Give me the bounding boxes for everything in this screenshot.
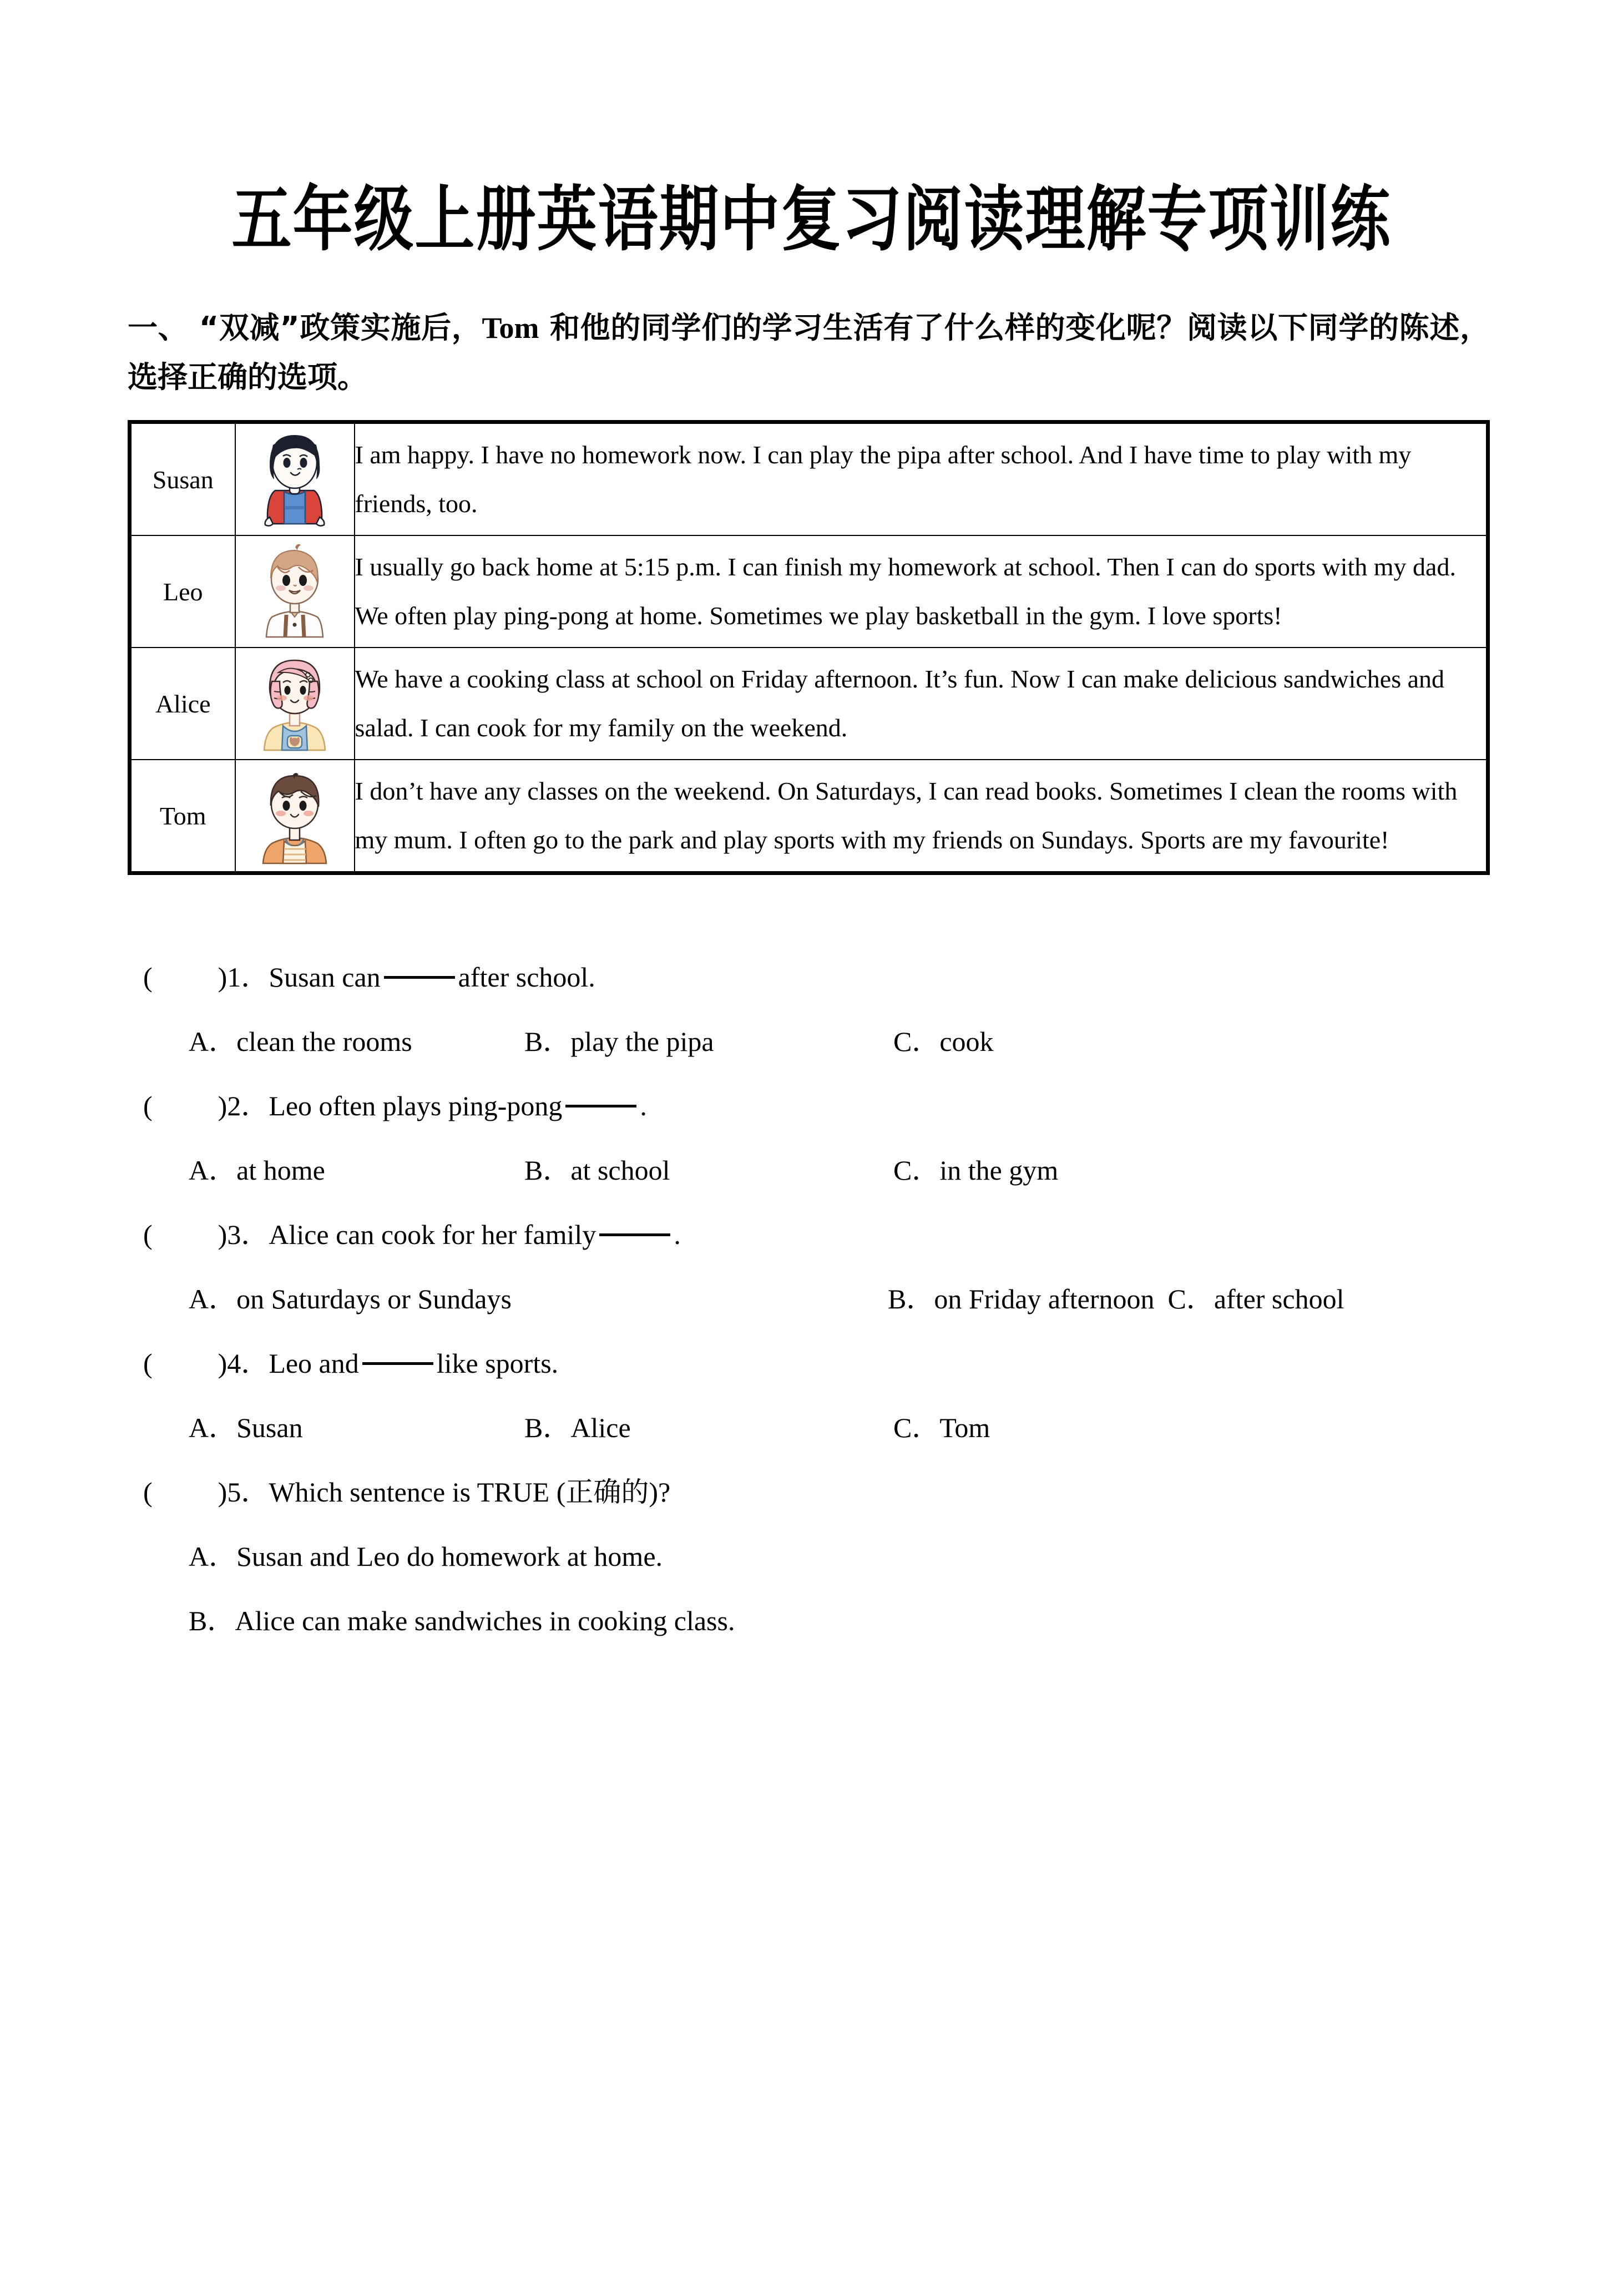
option-c-text: in the gym (939, 1155, 1059, 1186)
option-c-text: Tom (939, 1412, 990, 1444)
option-b-label: B． (524, 1412, 571, 1444)
option-c-label: C． (1167, 1283, 1214, 1315)
question-4-options (128, 1395, 1495, 1460)
answer-paren-open: ( (143, 1348, 153, 1379)
option-a[interactable] (189, 1156, 524, 1184)
student-name-cell: Alice (130, 648, 235, 760)
option-c-label: C． (893, 1155, 940, 1186)
table-row (130, 760, 1488, 873)
option-b-text: Alice can make sandwiches in cooking class. (235, 1605, 735, 1637)
question-1-stem (128, 945, 1495, 1009)
option-a-text: on Saturdays or Sundays (236, 1283, 512, 1315)
question-stem-after: . (674, 1219, 681, 1251)
instruction-text-part1: 一、 “双减”政策实施后， (128, 310, 482, 346)
option-b[interactable] (524, 1026, 893, 1058)
question-5-option-b-row (128, 1589, 1495, 1653)
option-c[interactable] (893, 1156, 1058, 1184)
boy-dark-brown-hair-striped-avatar (253, 760, 336, 871)
question-stem-after: . (640, 1090, 647, 1122)
option-c[interactable] (893, 1414, 990, 1442)
option-b-label: B． (888, 1283, 934, 1315)
question-5-stem (128, 1460, 1495, 1524)
option-c-label: C． (893, 1026, 940, 1058)
question-2-options (128, 1138, 1495, 1202)
question-stem-before: Alice can cook for her family (269, 1219, 596, 1251)
questions-list (128, 945, 1495, 1653)
option-a-label: A． (189, 1026, 237, 1058)
answer-paren-close: ) (218, 1219, 227, 1251)
option-b[interactable] (524, 1414, 893, 1442)
answer-paren-open: ( (143, 1476, 153, 1508)
question-stem-before: Susan can (269, 962, 381, 993)
fill-in-blank (565, 1105, 636, 1107)
option-a-text: clean the rooms (236, 1026, 412, 1058)
question-5-option-a-row (128, 1524, 1495, 1589)
option-c[interactable] (893, 1026, 994, 1058)
option-c-text: after school (1214, 1283, 1344, 1315)
question-stem-after: after school. (458, 962, 595, 993)
student-name-cell: Tom (130, 760, 235, 873)
table-row (130, 422, 1488, 536)
question-stem-before: Leo often plays ping-pong (269, 1090, 563, 1122)
instruction-name-tom: Tom (482, 311, 539, 345)
option-a-label: A． (189, 1155, 237, 1186)
fill-in-blank (362, 1362, 433, 1365)
student-statement: We have a cooking class at school on Friday afternoon. It’s fun. Now I can make delicious sandwiches and salad. I can cook for my family on the weekend. (355, 648, 1488, 760)
student-statement: I don’t have any classes on the weekend. On Saturdays, I can read books. Sometimes I clean the rooms with my mum. I often go to the park and play sports with my friends on Sundays. Sports are my favourite! (355, 760, 1488, 873)
option-c-text: cook (939, 1026, 994, 1058)
question-3-options (128, 1267, 1495, 1331)
reading-passage-table (128, 420, 1490, 875)
answer-paren-open: ( (143, 962, 153, 993)
girl-black-bob-avatar (253, 424, 336, 535)
question-3-stem (128, 1202, 1495, 1267)
question-number: 2． (227, 1090, 269, 1122)
student-avatar-cell (235, 422, 355, 536)
option-a[interactable] (189, 1026, 524, 1058)
answer-paren-close: ) (218, 962, 227, 993)
answer-paren-close: ) (218, 1090, 227, 1122)
question-stem-before: Leo and (269, 1348, 359, 1379)
option-b-label: B． (524, 1026, 571, 1058)
answer-paren-open: ( (143, 1219, 153, 1251)
question-number: 1． (227, 962, 269, 993)
option-a-text: Susan and Leo do homework at home. (236, 1541, 663, 1572)
section-instruction (128, 304, 1490, 401)
table-row (130, 535, 1488, 648)
option-b[interactable] (524, 1156, 893, 1184)
student-name-cell: Leo (130, 535, 235, 648)
option-b[interactable] (888, 1285, 1154, 1313)
student-avatar-cell (235, 760, 355, 873)
question-number: 5． (227, 1476, 269, 1508)
option-a-text: at home (236, 1155, 325, 1186)
instruction-text-line2: 学的陈述，选择正确的选项。 (128, 310, 1490, 395)
option-a-label: A． (189, 1541, 237, 1572)
student-statement: I am happy. I have no homework now. I can play the pipa after school. And I have time to play with my friends, too. (355, 422, 1488, 536)
option-b-text: play the pipa (570, 1026, 714, 1058)
girl-pink-braids-apron-avatar (253, 648, 336, 759)
question-stem-after: like sports. (436, 1348, 559, 1379)
fill-in-blank (384, 976, 455, 979)
question-stem-before: Which sentence is TRUE (正确的)? (269, 1476, 671, 1508)
option-b-label: B． (524, 1155, 571, 1186)
answer-paren-close: ) (218, 1476, 227, 1508)
fill-in-blank (599, 1233, 670, 1236)
option-b-text: Alice (570, 1412, 631, 1444)
option-a[interactable] (189, 1285, 888, 1313)
table-row (130, 648, 1488, 760)
answer-paren-close: ) (218, 1348, 227, 1379)
option-a-label: A． (189, 1283, 237, 1315)
question-4-stem (128, 1331, 1495, 1395)
question-number: 3． (227, 1219, 269, 1251)
instruction-text-part2: 和他的同学们的学习生活有了什么样的变化呢？阅读以下同 (539, 310, 1339, 346)
option-c-label: C． (893, 1412, 940, 1444)
page-title: 五年级上册英语期中复习阅读理解专项训练 (231, 179, 1392, 261)
option-a-text: Susan (236, 1412, 303, 1444)
student-name-cell: Susan (130, 422, 235, 536)
option-b-text: on Friday afternoon (934, 1283, 1155, 1315)
answer-paren-open: ( (143, 1090, 153, 1122)
option-b-label: B． (189, 1605, 235, 1637)
question-1-options (128, 1009, 1495, 1074)
option-b[interactable] (189, 1607, 735, 1635)
student-avatar-cell (235, 535, 355, 648)
question-2-stem (128, 1074, 1495, 1138)
boy-brown-hair-suspenders-avatar (253, 536, 336, 647)
student-statement: I usually go back home at 5:15 p.m. I can finish my homework at school. Then I can do sports with my dad. We often play ping-pong at home. Sometimes we play basketball in the gym. I love sports! (355, 535, 1488, 648)
student-avatar-cell (235, 648, 355, 760)
option-c[interactable] (1167, 1285, 1344, 1313)
option-a[interactable] (189, 1543, 663, 1570)
option-b-text: at school (570, 1155, 670, 1186)
option-a[interactable] (189, 1414, 524, 1442)
question-number: 4． (227, 1348, 269, 1379)
option-a-label: A． (189, 1412, 237, 1444)
